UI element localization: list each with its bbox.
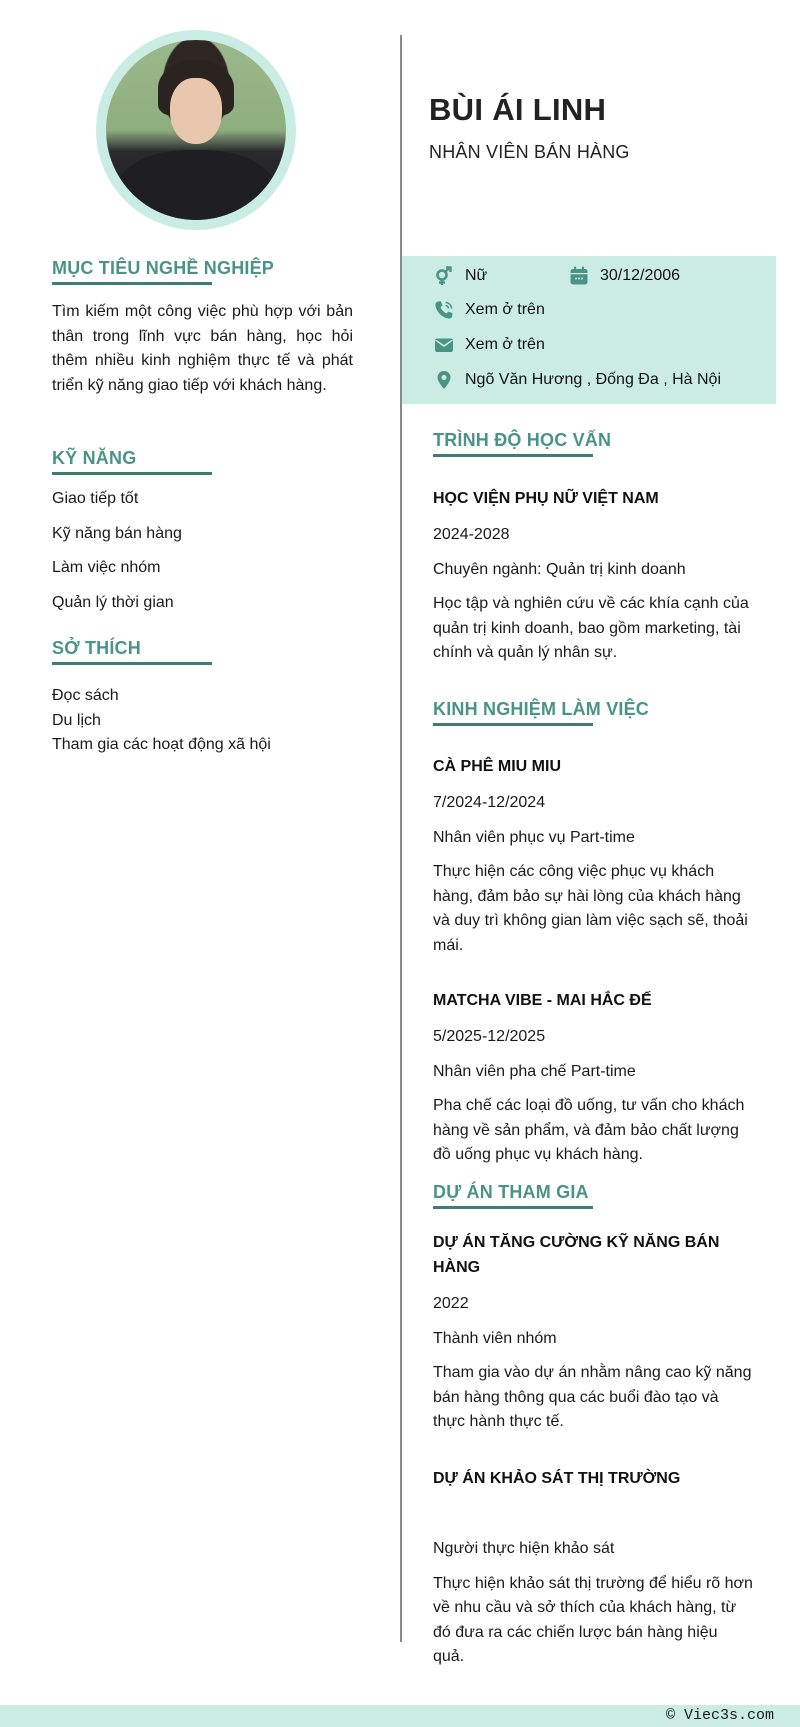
skill-item: Giao tiếp tốt bbox=[52, 490, 139, 507]
project-name: DỰ ÁN TĂNG CƯỜNG KỸ NĂNG BÁN HÀNG bbox=[433, 1234, 720, 1276]
project-period: 2022 bbox=[433, 1295, 469, 1312]
candidate-position: NHÂN VIÊN BÁN HÀNG bbox=[429, 142, 630, 162]
project-role: Thành viên nhóm bbox=[433, 1329, 557, 1347]
skill-item: Kỹ năng bán hàng bbox=[52, 525, 182, 542]
avatar-face bbox=[170, 78, 222, 144]
phone-row bbox=[433, 300, 545, 320]
project-entry bbox=[433, 1230, 752, 1435]
footer-copyright: © Viec3s.com bbox=[665, 1707, 774, 1724]
address-value: Ngõ Văn Hương , Đống Đa , Hà Nội bbox=[465, 371, 721, 388]
project-description: Thực hiện khảo sát thị trường để hiểu rõ hơn về nhu cầu và sở thích của khách hàng, từ đó đưa ra các chiến lược bán hàng hiệu quả. bbox=[433, 1574, 753, 1665]
calendar-icon bbox=[568, 266, 590, 286]
hobby-item: Du lịch bbox=[52, 711, 101, 729]
company-name: CÀ PHÊ MIU MIU bbox=[433, 758, 561, 775]
project-name: DỰ ÁN KHẢO SÁT THỊ TRƯỜNG bbox=[433, 1470, 681, 1487]
birthday-row bbox=[568, 266, 680, 286]
gender-row bbox=[433, 266, 487, 286]
experience-period: 7/2024-12/2024 bbox=[433, 794, 546, 811]
experience-period: 5/2025-12/2025 bbox=[433, 1028, 546, 1045]
phone-icon bbox=[433, 300, 455, 320]
experience-heading: KINH NGHIỆM LÀM VIỆC bbox=[433, 699, 649, 726]
email-row bbox=[433, 335, 545, 355]
skill-item: Làm việc nhóm bbox=[52, 559, 161, 576]
avatar-jacket bbox=[116, 150, 276, 220]
map-pin-icon bbox=[433, 370, 455, 390]
education-major: Chuyên ngành: Quản trị kinh doanh bbox=[433, 560, 686, 578]
hobbies-heading: SỞ THÍCH bbox=[52, 638, 141, 665]
experience-role: Nhân viên pha chế Part-time bbox=[433, 1062, 636, 1080]
education-entry bbox=[433, 486, 753, 666]
experience-description: Thực hiện các công việc phục vụ khách hàng, đảm bảo sự hài lòng của khách hàng và duy trì không gian làm việc sạch sẽ, thoải mái. bbox=[433, 863, 748, 954]
address-row bbox=[433, 370, 721, 390]
skill-item: Quản lý thời gian bbox=[52, 594, 174, 611]
education-period: 2024-2028 bbox=[433, 526, 510, 543]
avatar bbox=[106, 40, 286, 220]
phone-value: Xem ở trên bbox=[465, 301, 545, 318]
experience-role: Nhân viên phục vụ Part-time bbox=[433, 828, 635, 846]
birthday-value: 30/12/2006 bbox=[600, 267, 681, 284]
education-description: Học tập và nghiên cứu về các khía cạnh của quản trị kinh doanh, bao gồm marketing, tài chính và quản lý nhân sự. bbox=[433, 595, 749, 661]
company-name: MATCHA VIBE - MAI HẮC ĐẾ bbox=[433, 992, 652, 1009]
email-value: Xem ở trên bbox=[465, 336, 545, 353]
gender-value: Nữ bbox=[465, 267, 488, 284]
experience-entry bbox=[433, 988, 753, 1168]
project-period bbox=[433, 1503, 753, 1527]
project-role: Người thực hiện khảo sát bbox=[433, 1540, 615, 1557]
experience-description: Pha chế các loại đồ uống, tư vấn cho khách hàng về sản phẩm, và đảm bảo chất lượng đồ uống phục vụ khách hàng. bbox=[433, 1097, 745, 1163]
education-heading: TRÌNH ĐỘ HỌC VẤN bbox=[433, 430, 611, 457]
objective-text: Tìm kiếm một công việc phù hợp với bản thân trong lĩnh vực bán hàng, học hỏi thêm nhiều kinh nghiệm thực tế và phát triển kỹ năng giao tiếp với khách hàng. bbox=[52, 303, 353, 394]
footer-band bbox=[0, 1705, 800, 1727]
experience-entry bbox=[433, 754, 753, 958]
objective-heading: MỤC TIÊU NGHỀ NGHIỆP bbox=[52, 258, 274, 285]
project-entry bbox=[433, 1466, 753, 1670]
hobby-list bbox=[52, 684, 271, 758]
gender-icon bbox=[433, 266, 455, 286]
hobby-item: Tham gia các hoạt động xã hội bbox=[52, 736, 271, 753]
candidate-name: BÙI ÁI LINH bbox=[429, 92, 607, 127]
envelope-icon bbox=[433, 335, 455, 355]
skills-heading: KỸ NĂNG bbox=[52, 448, 136, 475]
projects-heading: DỰ ÁN THAM GIA bbox=[433, 1182, 589, 1209]
project-description: Tham gia vào dự án nhằm nâng cao kỹ năng bán hàng thông qua các buổi đào tạo và thực hành thực tế. bbox=[433, 1364, 752, 1430]
school-name: HỌC VIỆN PHỤ NỮ VIỆT NAM bbox=[433, 490, 659, 507]
hobby-item: Đọc sách bbox=[52, 687, 119, 704]
